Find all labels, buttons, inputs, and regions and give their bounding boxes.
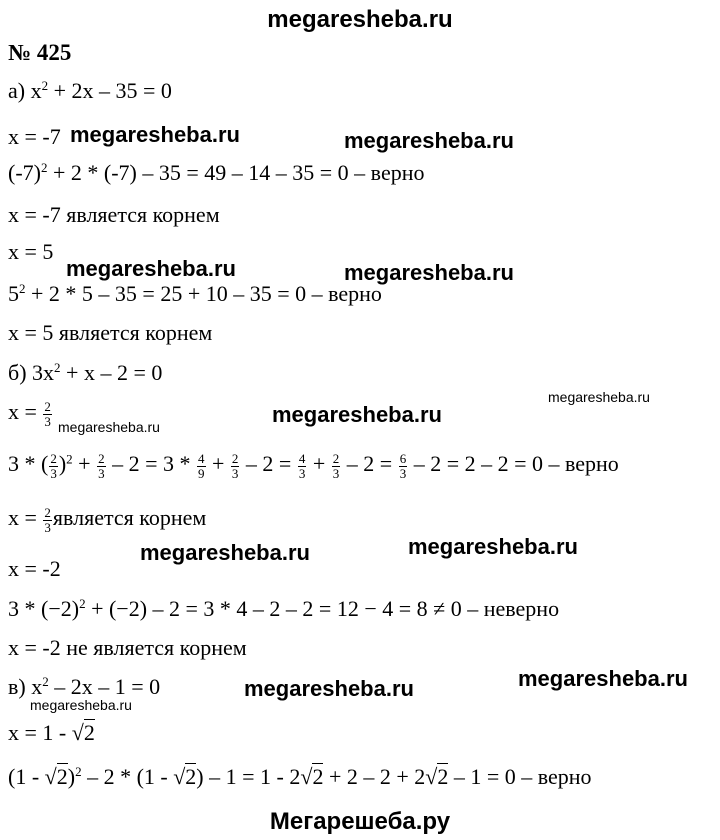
header-site-title: megaresheba.ru (267, 6, 453, 33)
fraction: $\frac{4}{9}$ (198, 451, 205, 481)
part-b-check1: 3 * ( $\frac{2}{3}$ )$^2$ + $\frac{2}{3}$ – 2 = 3 * $\frac{4}{9}$ + $\frac{2}{3}$ – 2 = $\frac{4}{3}$ + $\frac{2}{3}$ – 2 = $\frac{6}{3}$ – 2 = 2 – 2 = 0 – верно (8, 451, 619, 481)
watermark: megaresheba.ru (70, 122, 240, 147)
fraction: $\frac{2}{3}$ (98, 451, 105, 481)
watermark: megaresheba.ru (244, 676, 414, 701)
part-a-check1: $(-7)^2 + 2 * (-7) - 35 = 49 - 14 - 35 = 0$ – верно (8, 160, 425, 185)
watermark: megaresheba.ru (344, 260, 514, 285)
part-b-x1: x = $\frac{2}{3}$ (8, 399, 51, 429)
part-b-equation: б) $3x^2 + x - 2 = 0$ (8, 360, 163, 385)
sqrt-symbol: √2 (300, 764, 324, 789)
part-a-x1: x = -7 (8, 124, 61, 149)
watermark: megaresheba.ru (140, 540, 310, 565)
fraction: $\frac{6}{3}$ (399, 451, 407, 481)
part-a-x2: x = 5 (8, 239, 54, 264)
part-b-root2: x = -2 не является корнем (8, 635, 247, 660)
part-b-x2: x = -2 (8, 556, 61, 581)
sqrt-symbol: √2 (425, 764, 449, 789)
part-c-x1: x = 1 - √2 (8, 720, 95, 745)
part-a-equation: а) $x^2 + 2x - 35 = 0$ (8, 78, 172, 103)
watermark: megaresheba.ru (66, 256, 236, 281)
part-b-check2: $3 * (-2)^2 + (-2) - 2 = 3 * 4 - 2 - 2 = 12 - 4 = 8 \ne 0$ – неверно (8, 596, 560, 621)
watermark: megaresheba.ru (272, 402, 442, 427)
fraction: $\frac{4}{3}$ (298, 451, 306, 481)
fraction: $\frac{2}{3}$ (332, 451, 340, 481)
part-a-root2: x = 5 является корнем (8, 320, 213, 345)
part-a-root1: x = -7 является корнем (8, 202, 220, 227)
problem-number: № 425 (8, 40, 72, 65)
fraction: $\frac{2}{3}$ (231, 451, 239, 481)
watermark: megaresheba.ru (344, 128, 514, 153)
watermark: megaresheba.ru (408, 534, 578, 559)
footer-site-title: Мегарешеба.ру (269, 808, 451, 835)
part-a-check2: $5^2 + 2 * 5 - 35 = 25 + 10 - 35 = 0$ – верно (8, 281, 382, 306)
fraction: $\frac{2}{3}$ (50, 451, 57, 481)
fraction: $\frac{2}{3}$ (44, 505, 51, 535)
part-c-check: (1 - √2)$^2$ – 2 * (1 - √2) – 1 = 1 - 2√2 + 2 – 2 + 2√2 – 1 = 0 – верно (8, 764, 592, 789)
watermark: megaresheba.ru (548, 389, 650, 405)
sqrt-symbol: √2 (173, 764, 197, 789)
sqrt-symbol: √2 (44, 764, 68, 789)
part-c-equation: в) $x^2 - 2x - 1 = 0$ (8, 674, 161, 699)
part-b-root1: x = $\frac{2}{3}$ является корнем (8, 505, 207, 535)
watermark: megaresheba.ru (518, 666, 688, 691)
watermark: megaresheba.ru (58, 419, 160, 435)
fraction: $\frac{2}{3}$ (44, 399, 51, 429)
sqrt-symbol: √2 (71, 720, 95, 745)
watermark: megaresheba.ru (30, 697, 132, 713)
